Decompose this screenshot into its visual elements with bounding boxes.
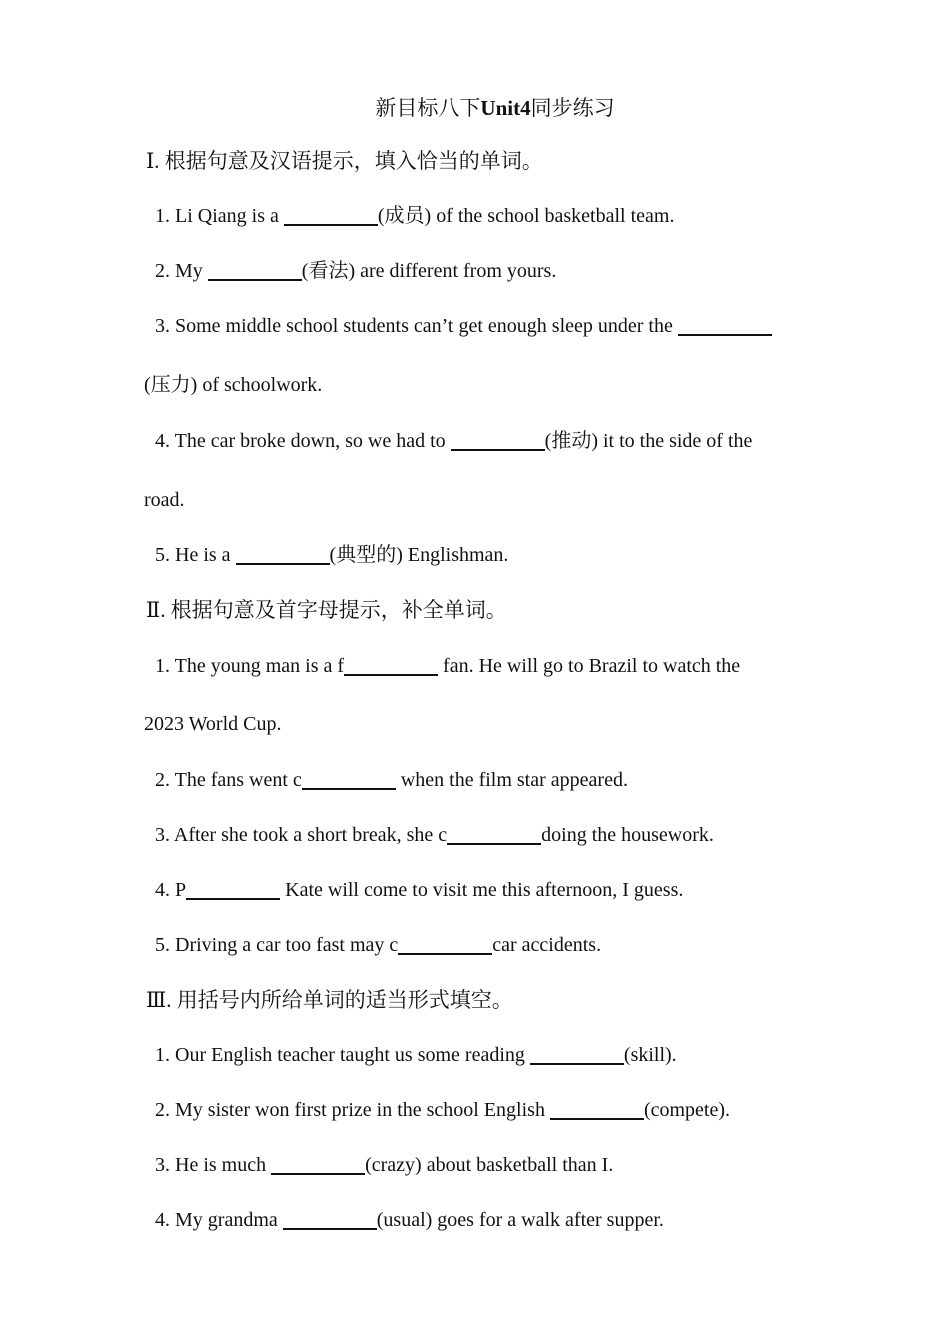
question-1-5: 5. He is a (典型的) Englishman. [155,544,509,566]
question-3-4: 4. My grandma (usual) goes for a walk after supper. [155,1209,664,1231]
answer-blank[interactable] [678,314,772,336]
question-1-1: 1. Li Qiang is a (成员) of the school basketball team. [155,205,675,227]
question-2-3: 3. After she took a short break, she c doing the housework. [155,824,714,846]
page-title: 新目标八下Unit4同步练习 [375,96,615,120]
answer-blank[interactable] [236,543,330,565]
section-2-heading: Ⅱ. 根据句意及首字母提示，补全单词。 [146,598,507,622]
question-3-1: 1. Our English teacher taught us some reading (skill). [155,1044,677,1066]
question-3-2: 2. My sister won first prize in the school English (compete). [155,1099,731,1121]
question-2-4: 4. P Kate will come to visit me this afternoon, I guess. [155,879,684,901]
question-2-1: 1. The young man is a f fan. He will go to Brazil to watch the [155,655,741,677]
answer-blank[interactable] [186,878,280,900]
question-1-4-continued: road. [144,489,185,511]
answer-blank[interactable] [550,1098,644,1120]
answer-blank[interactable] [344,654,438,676]
question-1-3-continued: (压力) of schoolwork. [144,374,323,396]
answer-blank[interactable] [284,204,378,226]
question-1-4: 4. The car broke down, so we had to (推动) it to the side of the [155,430,753,452]
question-2-1-continued: 2023 World Cup. [144,713,282,735]
question-1-2: 2. My (看法) are different from yours. [155,260,557,282]
section-1-heading: Ⅰ. 根据句意及汉语提示，填入恰当的单词。 [146,149,543,173]
answer-blank[interactable] [451,429,545,451]
answer-blank[interactable] [302,768,396,790]
question-3-3: 3. He is much (crazy) about basketball than I. [155,1154,614,1176]
answer-blank[interactable] [447,823,541,845]
answer-blank[interactable] [398,933,492,955]
question-2-2: 2. The fans went c when the film star appeared. [155,769,628,791]
answer-blank[interactable] [271,1153,365,1175]
section-3-heading: Ⅲ. 用括号内所给单词的适当形式填空。 [146,988,513,1012]
question-1-3: 3. Some middle school students can’t get enough sleep under the [155,312,772,340]
question-2-5: 5. Driving a car too fast may c car accidents. [155,934,602,956]
answer-blank[interactable] [208,259,302,281]
answer-blank[interactable] [530,1043,624,1065]
answer-blank[interactable] [283,1208,377,1230]
